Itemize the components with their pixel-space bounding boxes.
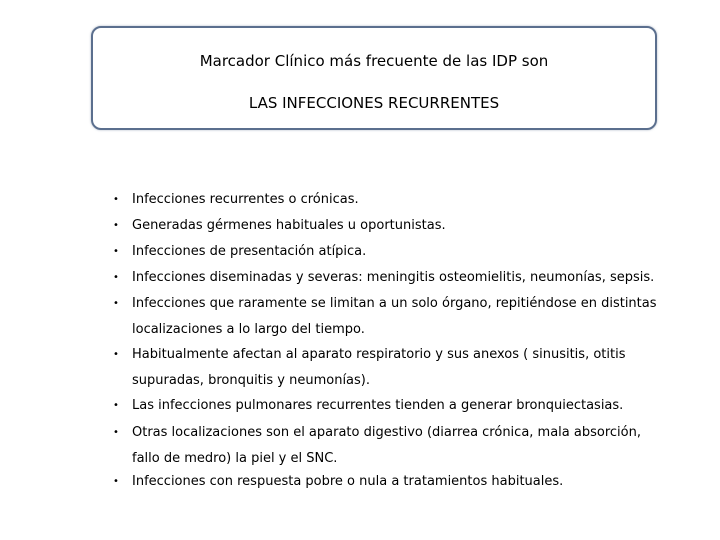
bullet-icon: • bbox=[113, 400, 119, 411]
list-item-text bbox=[132, 291, 672, 343]
bullet-icon: • bbox=[113, 194, 119, 205]
bullet-icon: • bbox=[113, 349, 119, 360]
list-item-text bbox=[132, 469, 672, 495]
bullet-icon: • bbox=[113, 298, 119, 309]
bullet-icon: • bbox=[113, 246, 119, 257]
list-item-text bbox=[132, 420, 672, 472]
bullet-icon: • bbox=[113, 427, 119, 438]
title-line: Marcador Clínico más frecuente de las IDP son bbox=[199, 52, 549, 70]
list-item-text bbox=[132, 393, 672, 419]
list-item-line: fallo de medro) la piel y el SNC. bbox=[132, 451, 338, 466]
list-item-line: localizaciones a lo largo del tiempo. bbox=[132, 322, 365, 337]
list-item-text bbox=[132, 265, 672, 291]
list-item-text bbox=[132, 239, 672, 265]
list-item-line: Infecciones que raramente se limitan a un solo órgano, repitiéndose en distintas bbox=[132, 296, 657, 311]
list-item-text bbox=[132, 342, 672, 394]
bullet-icon: • bbox=[113, 272, 119, 283]
bullet-icon: • bbox=[113, 476, 119, 487]
list-item-line: Infecciones de presentación atípica. bbox=[132, 244, 367, 259]
list-item-line: Infecciones con respuesta pobre o nula a tratamientos habituales. bbox=[132, 474, 564, 489]
list-item-line: Infecciones recurrentes o crónicas. bbox=[132, 192, 359, 207]
list-item-text bbox=[132, 213, 672, 239]
list-item-line: Infecciones diseminadas y severas: meningitis osteomielitis, neumonías, sepsis. bbox=[132, 270, 655, 285]
list-item-line: supuradas, bronquitis y neumonías). bbox=[132, 373, 371, 388]
list-item-line: Otras localizaciones son el aparato digestivo (diarrea crónica, mala absorción, bbox=[132, 425, 641, 440]
list-item-line: Habitualmente afectan al aparato respiratorio y sus anexos ( sinusitis, otitis bbox=[132, 347, 626, 362]
subtitle-line: LAS INFECCIONES RECURRENTES bbox=[248, 94, 500, 112]
title-box bbox=[91, 26, 657, 130]
list-item-text bbox=[132, 187, 672, 213]
list-item-line: Generadas gérmenes habituales u oportunistas. bbox=[132, 218, 446, 233]
list-item-line: Las infecciones pulmonares recurrentes tienden a generar bronquiectasias. bbox=[132, 398, 624, 413]
bullet-icon: • bbox=[113, 220, 119, 231]
